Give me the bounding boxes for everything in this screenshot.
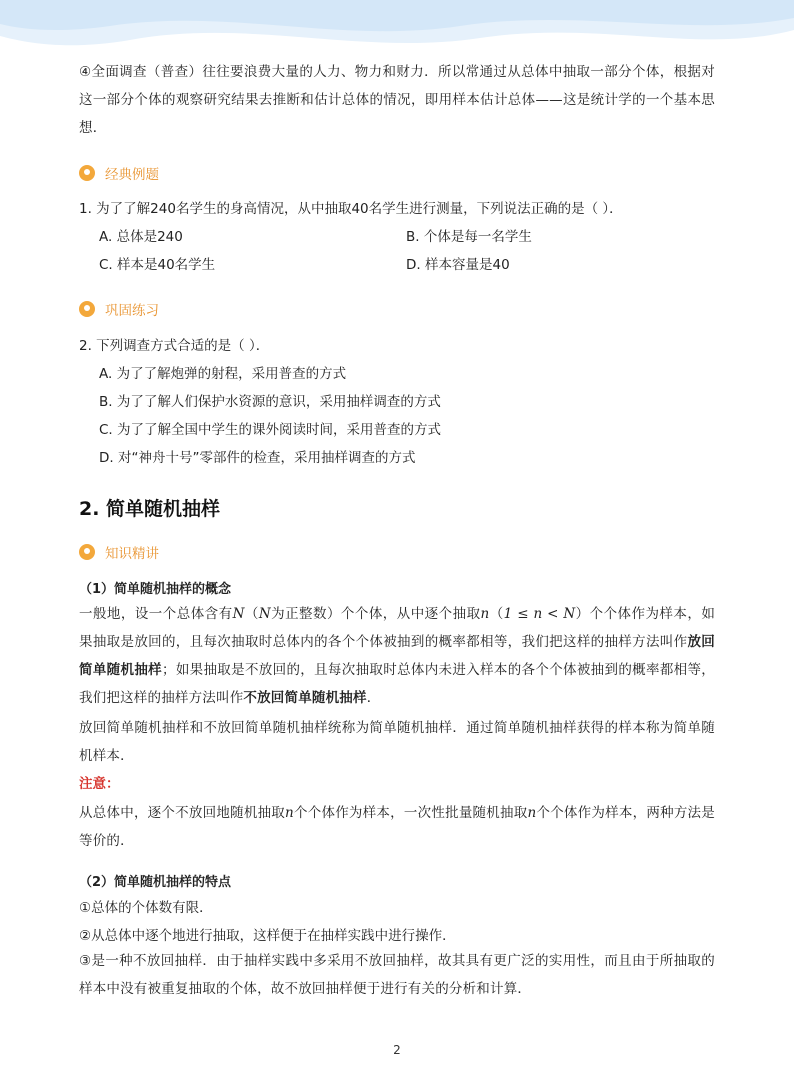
intro-paragraph: ④全面调查（普查）往往要浪费大量的人力、物力和财力．所以常通过从总体中抽取一部分个体，根据对这一部分个体的观察研究结果去推断和估计总体的情况，即用样本估计总体——这是统计学的一个基本思想．	[79, 64, 715, 136]
question-2-option-b: B. 为了了解人们保护水资源的意识，采用抽样调查的方式	[99, 394, 441, 410]
note-paragraph: 从总体中，逐个不放回地随机抽取n个个体作为样本，一次性批量随机抽取n个个体作为样本，两种方法是等价的．	[79, 805, 715, 849]
question-1-option-a: A. 总体是240	[99, 229, 183, 245]
section-practice-header	[79, 298, 159, 320]
section-knowledge-header	[79, 541, 159, 563]
features-subtitle: （2）简单随机抽样的特点	[79, 875, 232, 890]
note-label: 注意：	[79, 776, 120, 792]
section-knowledge-title: 知识精讲	[105, 546, 159, 562]
term-with-replacement: 放回简单随机抽样	[79, 634, 715, 678]
question-2-option-a: A. 为了了解炮弹的射程，采用普查的方式	[99, 366, 347, 382]
question-1-option-d: D. 样本容量是40	[406, 257, 510, 273]
concept-summary-paragraph: 放回简单随机抽样和不放回简单随机抽样统称为简单随机抽样．通过简单随机抽样获得的样本称为简单随机样本．	[79, 720, 715, 764]
feature-item-2: ②从总体中逐个地进行抽取，这样便于在抽样实践中进行操作．	[79, 928, 456, 944]
question-1-option-c: C. 样本是40名学生	[99, 257, 216, 273]
lightbulb-icon	[79, 165, 95, 181]
question-2-stem: 2. 下列调查方式合适的是（ ）．	[79, 338, 270, 354]
question-1-option-b: B. 个体是每一名学生	[406, 229, 532, 245]
question-2-option-d: D. 对“神舟十号”零部件的检查，采用抽样调查的方式	[99, 450, 416, 466]
concept-subtitle: （1）简单随机抽样的概念	[79, 582, 232, 597]
concept-paragraph: 一般地，设一个总体含有N（N为正整数）个个体，从中逐个抽取n（1 ≤ n < N）个个体作为样本，如果抽取是放回的，且每次抽取时总体内的各个个体被抽到的概率都相等，我们把这样的抽样方法叫作放回简单随机抽样；如果抽取是不放回的，且每次抽取时总体内未进入样本的各个个体被抽到的概率都相等，我们把这样的抽样方法叫作不放回简单随机抽样．	[79, 606, 716, 706]
feature-item-3: ③是一种不放回抽样．由于抽样实践中多采用不放回抽样，故其具有更广泛的实用性，而且由于所抽取的样本中没有被重复抽取的个体，故不放回抽样便于进行有关的分析和计算．	[79, 953, 715, 997]
question-2-option-c: C. 为了了解全国中学生的课外阅读时间，采用普查的方式	[99, 422, 442, 438]
section-example-title: 经典例题	[105, 167, 159, 183]
lightbulb-icon	[79, 301, 95, 317]
section-heading-simple-random-sampling: 2. 简单随机抽样	[79, 498, 221, 520]
term-without-replacement: 不放回简单随机抽样	[243, 690, 367, 706]
page-number: 2	[393, 1043, 401, 1057]
lightbulb-icon	[79, 544, 95, 560]
section-practice-title: 巩固练习	[105, 303, 159, 319]
section-example-header	[79, 162, 159, 184]
header-wave-decoration	[0, 0, 794, 60]
question-1-stem: 1. 为了了解240名学生的身高情况，从中抽取40名学生进行测量，下列说法正确的是（ ）．	[79, 201, 623, 217]
feature-item-1: ①总体的个体数有限．	[79, 900, 213, 916]
